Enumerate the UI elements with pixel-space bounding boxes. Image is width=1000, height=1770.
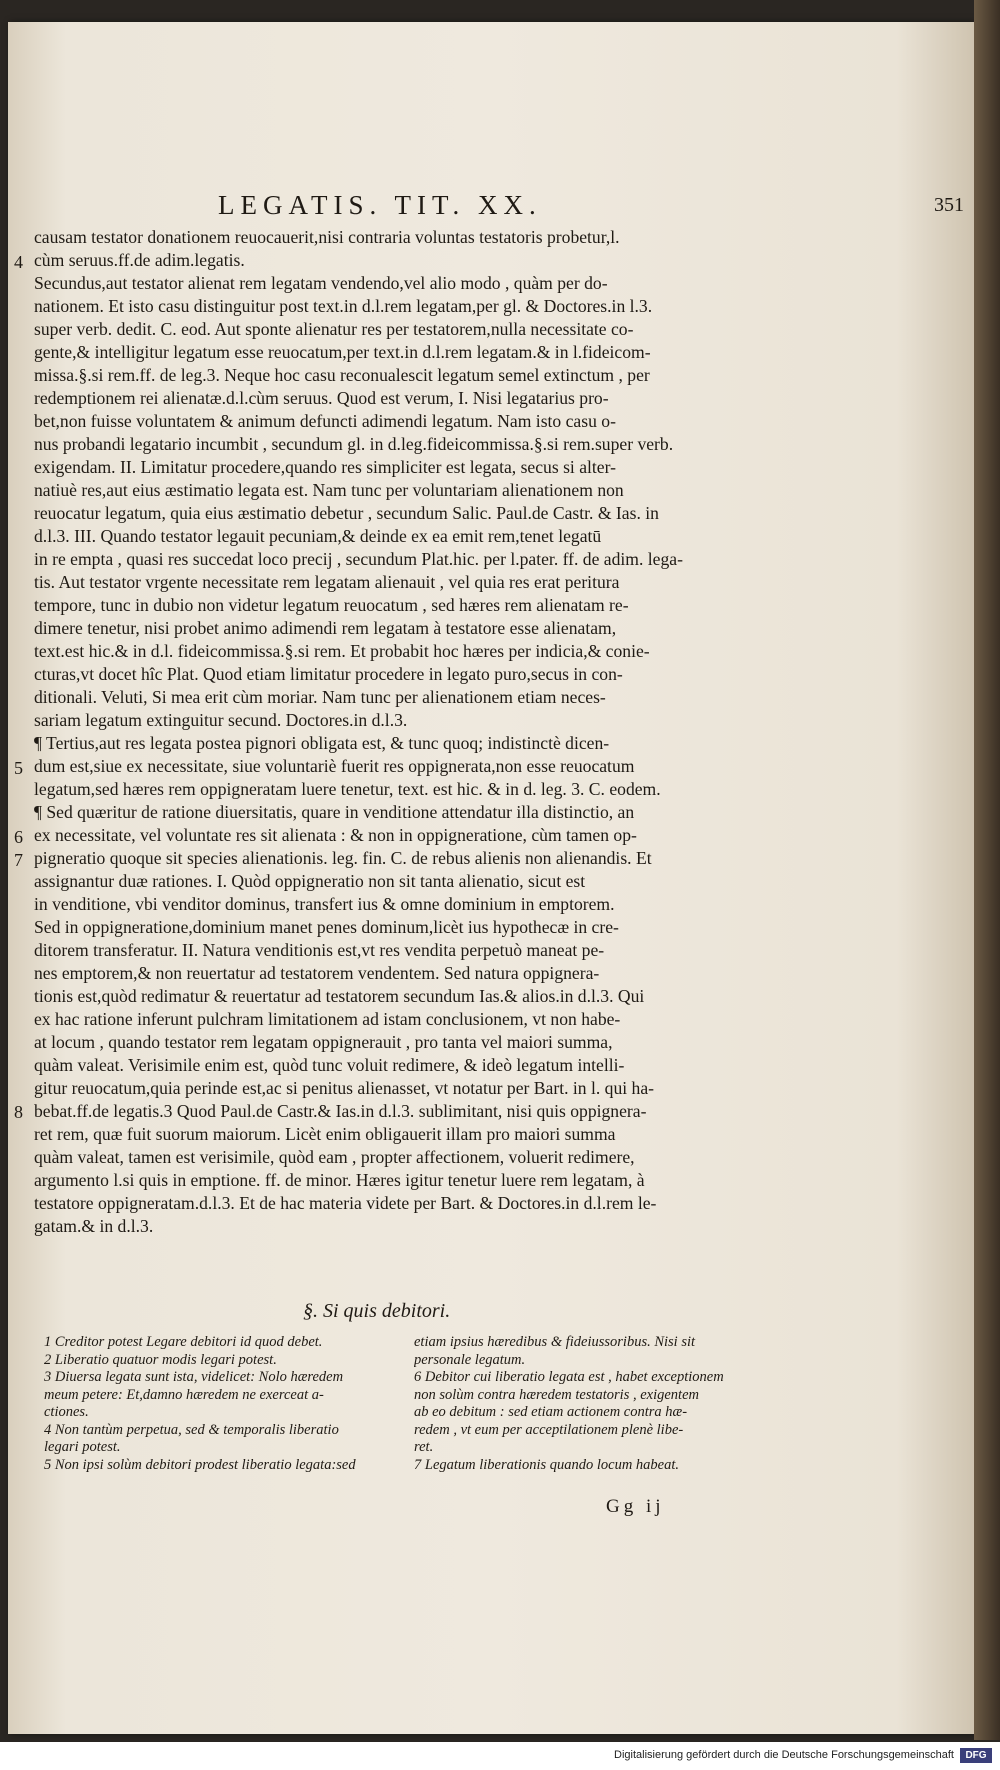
text-line: 3 Diuersa legata sunt ista, videlicet: Nolo hæredem [44, 1369, 344, 1385]
text-line: super verb. dedit. C. eod. Aut sponte alienatur res per testatorem,nulla necessitate co- [34, 319, 634, 339]
text-line: ¶ Tertius,aut res legata postea pignori obligata est, & tunc quoq; indistinctè dicen- [34, 733, 610, 753]
text-line: in venditione, vbi venditor dominus, transfert ius & omne dominium in emptorem. [34, 894, 615, 914]
text-line: gitur reuocatum,quia perinde est,ac si penitus alienasset, vt notatur per Bart. in l. qui ha- [34, 1078, 654, 1098]
text-line: reuocatur legatum, quia eius æstimatio debetur , secundum Salic. Paul.de Castr. & Ias. in [34, 503, 659, 523]
text-line: ret rem, quæ fuit suorum maiorum. Licèt enim obligauerit illam pro maiori summa [34, 1124, 616, 1144]
text-line: 6 Debitor cui liberatio legata est , habet exceptionem [414, 1369, 724, 1385]
text-line: cùm seruus.ff.de adim.legatis. [34, 250, 245, 270]
margin-number: 5 [14, 758, 23, 778]
text-line: tis. Aut testator vrgente necessitate rem legatam alienauit , vel quia res erat peritura [34, 572, 620, 592]
footer-bar [0, 1742, 1000, 1770]
text-line: at locum , quando testator rem legatam oppignerauit , pro tanta vel maiori summa, [34, 1032, 613, 1052]
text-line: legatum,sed hæres rem oppigneratam luere tenetur, text. est hic. & in d. leg. 3. C. eodem. [34, 779, 661, 799]
text-line: nationem. Et isto casu distinguitur post text.in d.l.rem legatam,per gl. & Doctores.in l.3. [34, 296, 653, 316]
book-page [8, 22, 974, 1734]
text-line: dum est,siue ex necessitate, siue voluntariè fuerit res oppignerata,non esse reuocatum [34, 756, 635, 776]
text-line: assignantur duæ rationes. I. Quòd oppigneratio non sit tanta alienatio, sicut est [34, 871, 586, 891]
text-line: ¶ Sed quæritur de ratione diuersitatis, quare in venditione attendatur illa distinctio, an [34, 802, 635, 822]
text-line: argumento l.si quis in emptione. ff. de minor. Hæres igitur tenetur luere rem legatam, à [34, 1170, 645, 1190]
text-line: meum petere: Et,damno hæredem ne exerceat a- [44, 1386, 324, 1403]
text-line: in re empta , quasi res succedat loco precij , secundum Plat.hic. per l.pater. ff. de adim. lega- [34, 549, 683, 569]
text-line: ditorem transferatur. II. Natura venditionis est,vt res vendita perpetuò maneat pe- [34, 940, 605, 960]
text-line: ex necessitate, vel voluntate res sit alienata : & non in oppigneratione, cùm tamen op- [34, 825, 637, 845]
footer-credit: Digitalisierung gefördert durch die Deutsche Forschungsgemeinschaft [614, 1749, 954, 1761]
text-line: pigneratio quoque sit species alienationis. leg. fin. C. de rebus alienis non alienandis. Et [34, 848, 652, 868]
summary-left-column [44, 1334, 396, 1474]
text-line: 4 Non tantùm perpetua, sed & temporalis liberatio [44, 1421, 339, 1438]
text-line: redemptionem rei alienatæ.d.l.cùm seruus. Quod est verum, I. Nisi legatarius pro- [34, 388, 609, 408]
text-line: d.l.3. III. Quando testator legauit pecuniam,& deinde ex ea emit rem,tenet legatū [34, 526, 602, 546]
text-line: text.est hic.& in d.l. fideicommissa.§.si rem. Et probabit hoc hæres per indicia,& conie- [34, 641, 650, 661]
text-line: quàm valeat, tamen est verisimile, quòd eam , propter affectionem, voluerit redimere, [34, 1147, 635, 1167]
text-line: Sed in oppigneratione,dominium manet penes dominum,licèt ius hypothecæ in cre- [34, 917, 619, 937]
text-line: nes emptorem,& non reuertatur ad testatorem vendentem. Sed natura oppignera- [34, 963, 600, 983]
text-line: gente,& intelligitur legatum esse reuocatum,per text.in d.l.rem legatam.& in l.fideicom- [34, 342, 651, 362]
text-line: gatam.& in d.l.3. [34, 1216, 154, 1236]
text-line: tionis est,quòd redimatur & reuertatur ad testatorem secundum Ias.& alios.in d.l.3. Qui [34, 986, 645, 1006]
text-line: 1 Creditor potest Legare debitori id quod debet. [44, 1334, 323, 1350]
text-line: testatore oppigneratam.d.l.3. Et de hac materia videte per Bart. & Doctores.in d.l.rem le- [34, 1193, 657, 1213]
text-line: ret. [414, 1439, 434, 1455]
dfg-logo: DFG [960, 1748, 992, 1763]
margin-number: 8 [14, 1102, 23, 1122]
text-line: etiam ipsius hæredibus & fideiussoribus. Nisi sit [414, 1334, 696, 1350]
margin-number: 6 [14, 827, 23, 847]
text-line: nus probandi legatario incumbit , secundum gl. in d.leg.fideicommissa.§.si rem.super verb. [34, 434, 674, 454]
book-spine [974, 0, 1000, 1740]
text-line: ditionali. Veluti, Si mea erit cùm moriar. Nam tunc per alienationem etiam neces- [34, 687, 606, 707]
text-line: legari potest. [44, 1439, 121, 1455]
running-title: LEGATIS. TIT. XX. [218, 190, 542, 220]
text-line: tempore, tunc in dubio non videtur legatum reuocatum , sed hæres rem alienatam re- [34, 595, 629, 615]
text-line: ex hac ratione inferunt pulchram limitationem ad istam conclusionem, vt non habe- [34, 1009, 621, 1029]
text-line: dimere tenetur, nisi probet animo adimendi rem legatam à testatore esse alienatam, [34, 618, 617, 638]
text-line: natiuè res,aut eius æstimatio legata est. Nam tunc per voluntariam alienationem non [34, 480, 624, 500]
summary-right-column [414, 1334, 764, 1474]
text-line: exigendam. II. Limitatur procedere,quando res simpliciter est legata, secus si alter- [34, 457, 616, 477]
signature-mark: Gg ij [606, 1496, 665, 1517]
text-line: bet,non fuisse voluntatem & animum defuncti adimendi legatum. Nam isto casu o- [34, 411, 616, 431]
text-line: quàm valeat. Verisimile enim est, quòd tunc voluit redimere, & ideò legatum intelli- [34, 1055, 625, 1075]
text-line: 2 Liberatio quatuor modis legari potest. [44, 1351, 277, 1368]
text-line: missa.§.si rem.ff. de leg.3. Neque hoc casu reconualescit legatum semel extinctum , per [34, 365, 650, 385]
text-line: sariam legatum extinguitur secund. Doctores.in d.l.3. [34, 710, 408, 730]
text-line: ctiones. [44, 1404, 89, 1420]
text-line: bebat.ff.de legatis.3 Quod Paul.de Castr.& Ias.in d.l.3. sublimitant, nisi quis oppignera- [34, 1101, 647, 1121]
margin-number: 7 [14, 850, 23, 870]
text-line: 5 Non ipsi solùm debitori prodest liberatio legata:sed [44, 1456, 356, 1473]
page-number: 351 [934, 194, 964, 216]
section-heading: §. Si quis debitori. [303, 1300, 451, 1322]
text-line: redem , vt eum per acceptilationem plenè libe- [414, 1421, 684, 1438]
text-line: ab eo debitum : sed etiam actionem contra hæ- [414, 1404, 688, 1420]
text-line: Secundus,aut testator alienat rem legatam vendendo,vel alio modo , quàm per do- [34, 273, 608, 293]
text-line: cturas,vt docet hîc Plat. Quod etiam limitatur procedere in legato puro,secus in con- [34, 664, 623, 684]
margin-number: 4 [14, 252, 23, 272]
text-line: personale legatum. [414, 1351, 526, 1368]
text-line: causam testator donationem reuocauerit,nisi contraria voluntas testatoris probetur,l. [34, 227, 620, 247]
text-line: non solùm contra hæredem testatoris , exigentem [414, 1386, 699, 1403]
text-line: 7 Legatum liberationis quando locum habeat. [414, 1456, 680, 1473]
main-text [34, 226, 760, 1238]
page-header [8, 180, 974, 220]
